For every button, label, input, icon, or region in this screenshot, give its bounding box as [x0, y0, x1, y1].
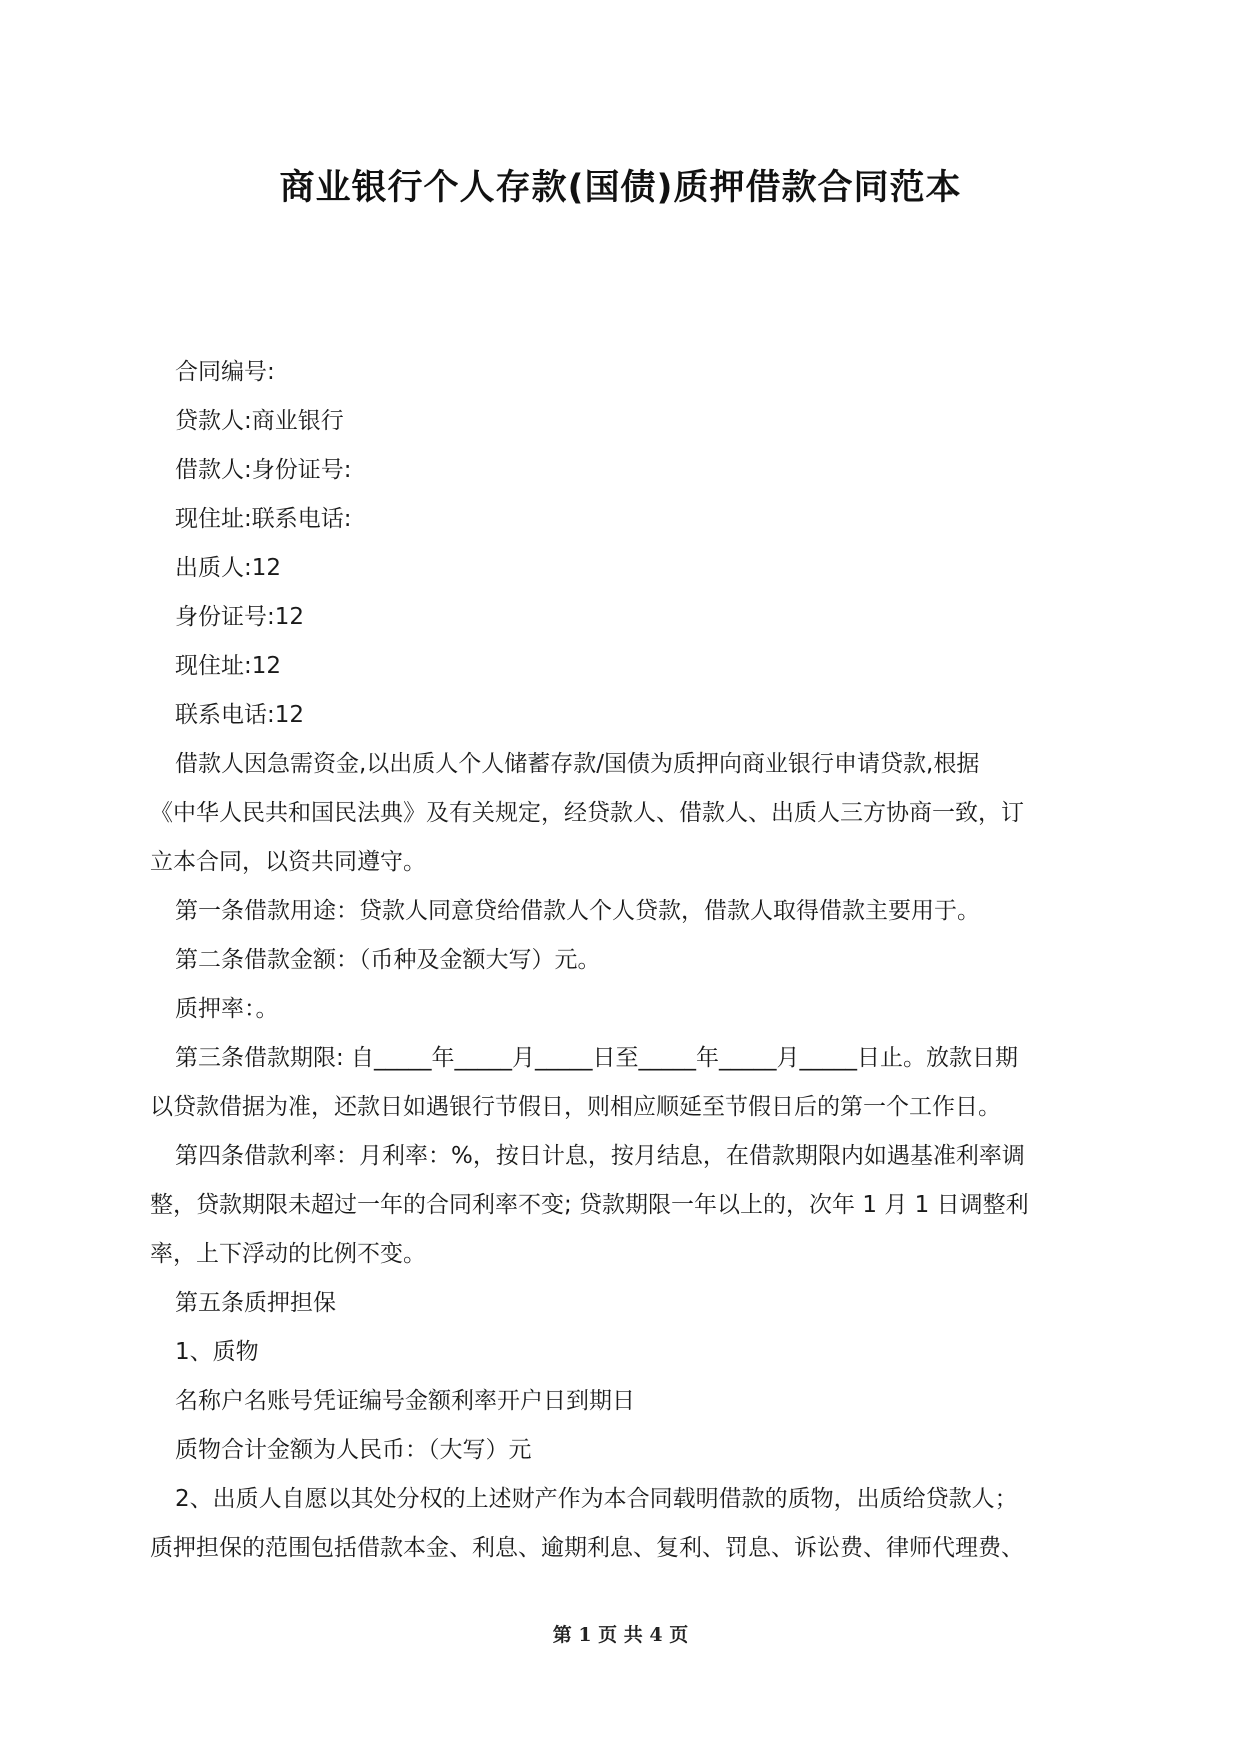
document-line: 第四条借款利率：月利率：%，按日计息，按月结息，在借款期限内如遇基准利率调	[175, 1143, 1025, 1169]
document-line: 2、出质人自愿以其处分权的上述财产作为本合同载明借款的质物，出质给贷款人；	[175, 1486, 1018, 1512]
document-line: 第三条借款期限: 自_____年_____月_____日至_____年_____月_____日止。放款日期	[175, 1045, 1019, 1071]
document-line: 联系电话:12	[175, 702, 305, 728]
document-line: 第五条质押担保	[175, 1290, 336, 1316]
document-line: 质押率：。	[175, 996, 279, 1022]
document-line: 出质人:12	[175, 555, 282, 581]
document-line: 1、质物	[175, 1339, 259, 1365]
document-line: 合同编号:	[175, 359, 275, 385]
document-line: 质押担保的范围包括借款本金、利息、逾期利息、复利、罚息、诉讼费、律师代理费、	[150, 1535, 1024, 1561]
document-line: 第一条借款用途：贷款人同意贷给借款人个人贷款，借款人取得借款主要用于。	[175, 898, 980, 924]
document-line: 《中华人民共和国民法典》及有关规定，经贷款人、借款人、出质人三方协商一致，订	[150, 800, 1024, 826]
document-line: 身份证号:12	[175, 604, 305, 630]
document-line: 名称户名账号凭证编号金额利率开户日到期日	[175, 1388, 635, 1414]
document-line: 借款人因急需资金,以出质人个人储蓄存款/国债为质押向商业银行申请贷款,根据	[175, 751, 980, 777]
document-body	[150, 348, 1090, 1573]
document-line: 以贷款借据为准，还款日如遇银行节假日，则相应顺延至节假日后的第一个工作日。	[150, 1094, 1001, 1120]
document-line: 立本合同，以资共同遵守。	[150, 849, 426, 875]
document-line: 整，贷款期限未超过一年的合同利率不变; 贷款期限一年以上的，次年 1 月 1 日调整利	[150, 1192, 1029, 1218]
document-line: 第二条借款金额：（币种及金额大写）元。	[175, 947, 601, 973]
document-line: 现住址:12	[175, 653, 282, 679]
page-number-footer: 第 1 页 共 4 页	[552, 1624, 689, 1646]
document-title: 商业银行个人存款(国债)质押借款合同范本	[279, 168, 962, 208]
document-line: 贷款人:商业银行	[175, 408, 344, 434]
document-line: 现住址:联系电话:	[175, 506, 352, 532]
document-line: 质物合计金额为人民币：（大写）元	[175, 1437, 532, 1463]
document-line: 借款人:身份证号:	[175, 457, 352, 483]
document-line: 率，上下浮动的比例不变。	[150, 1241, 426, 1267]
